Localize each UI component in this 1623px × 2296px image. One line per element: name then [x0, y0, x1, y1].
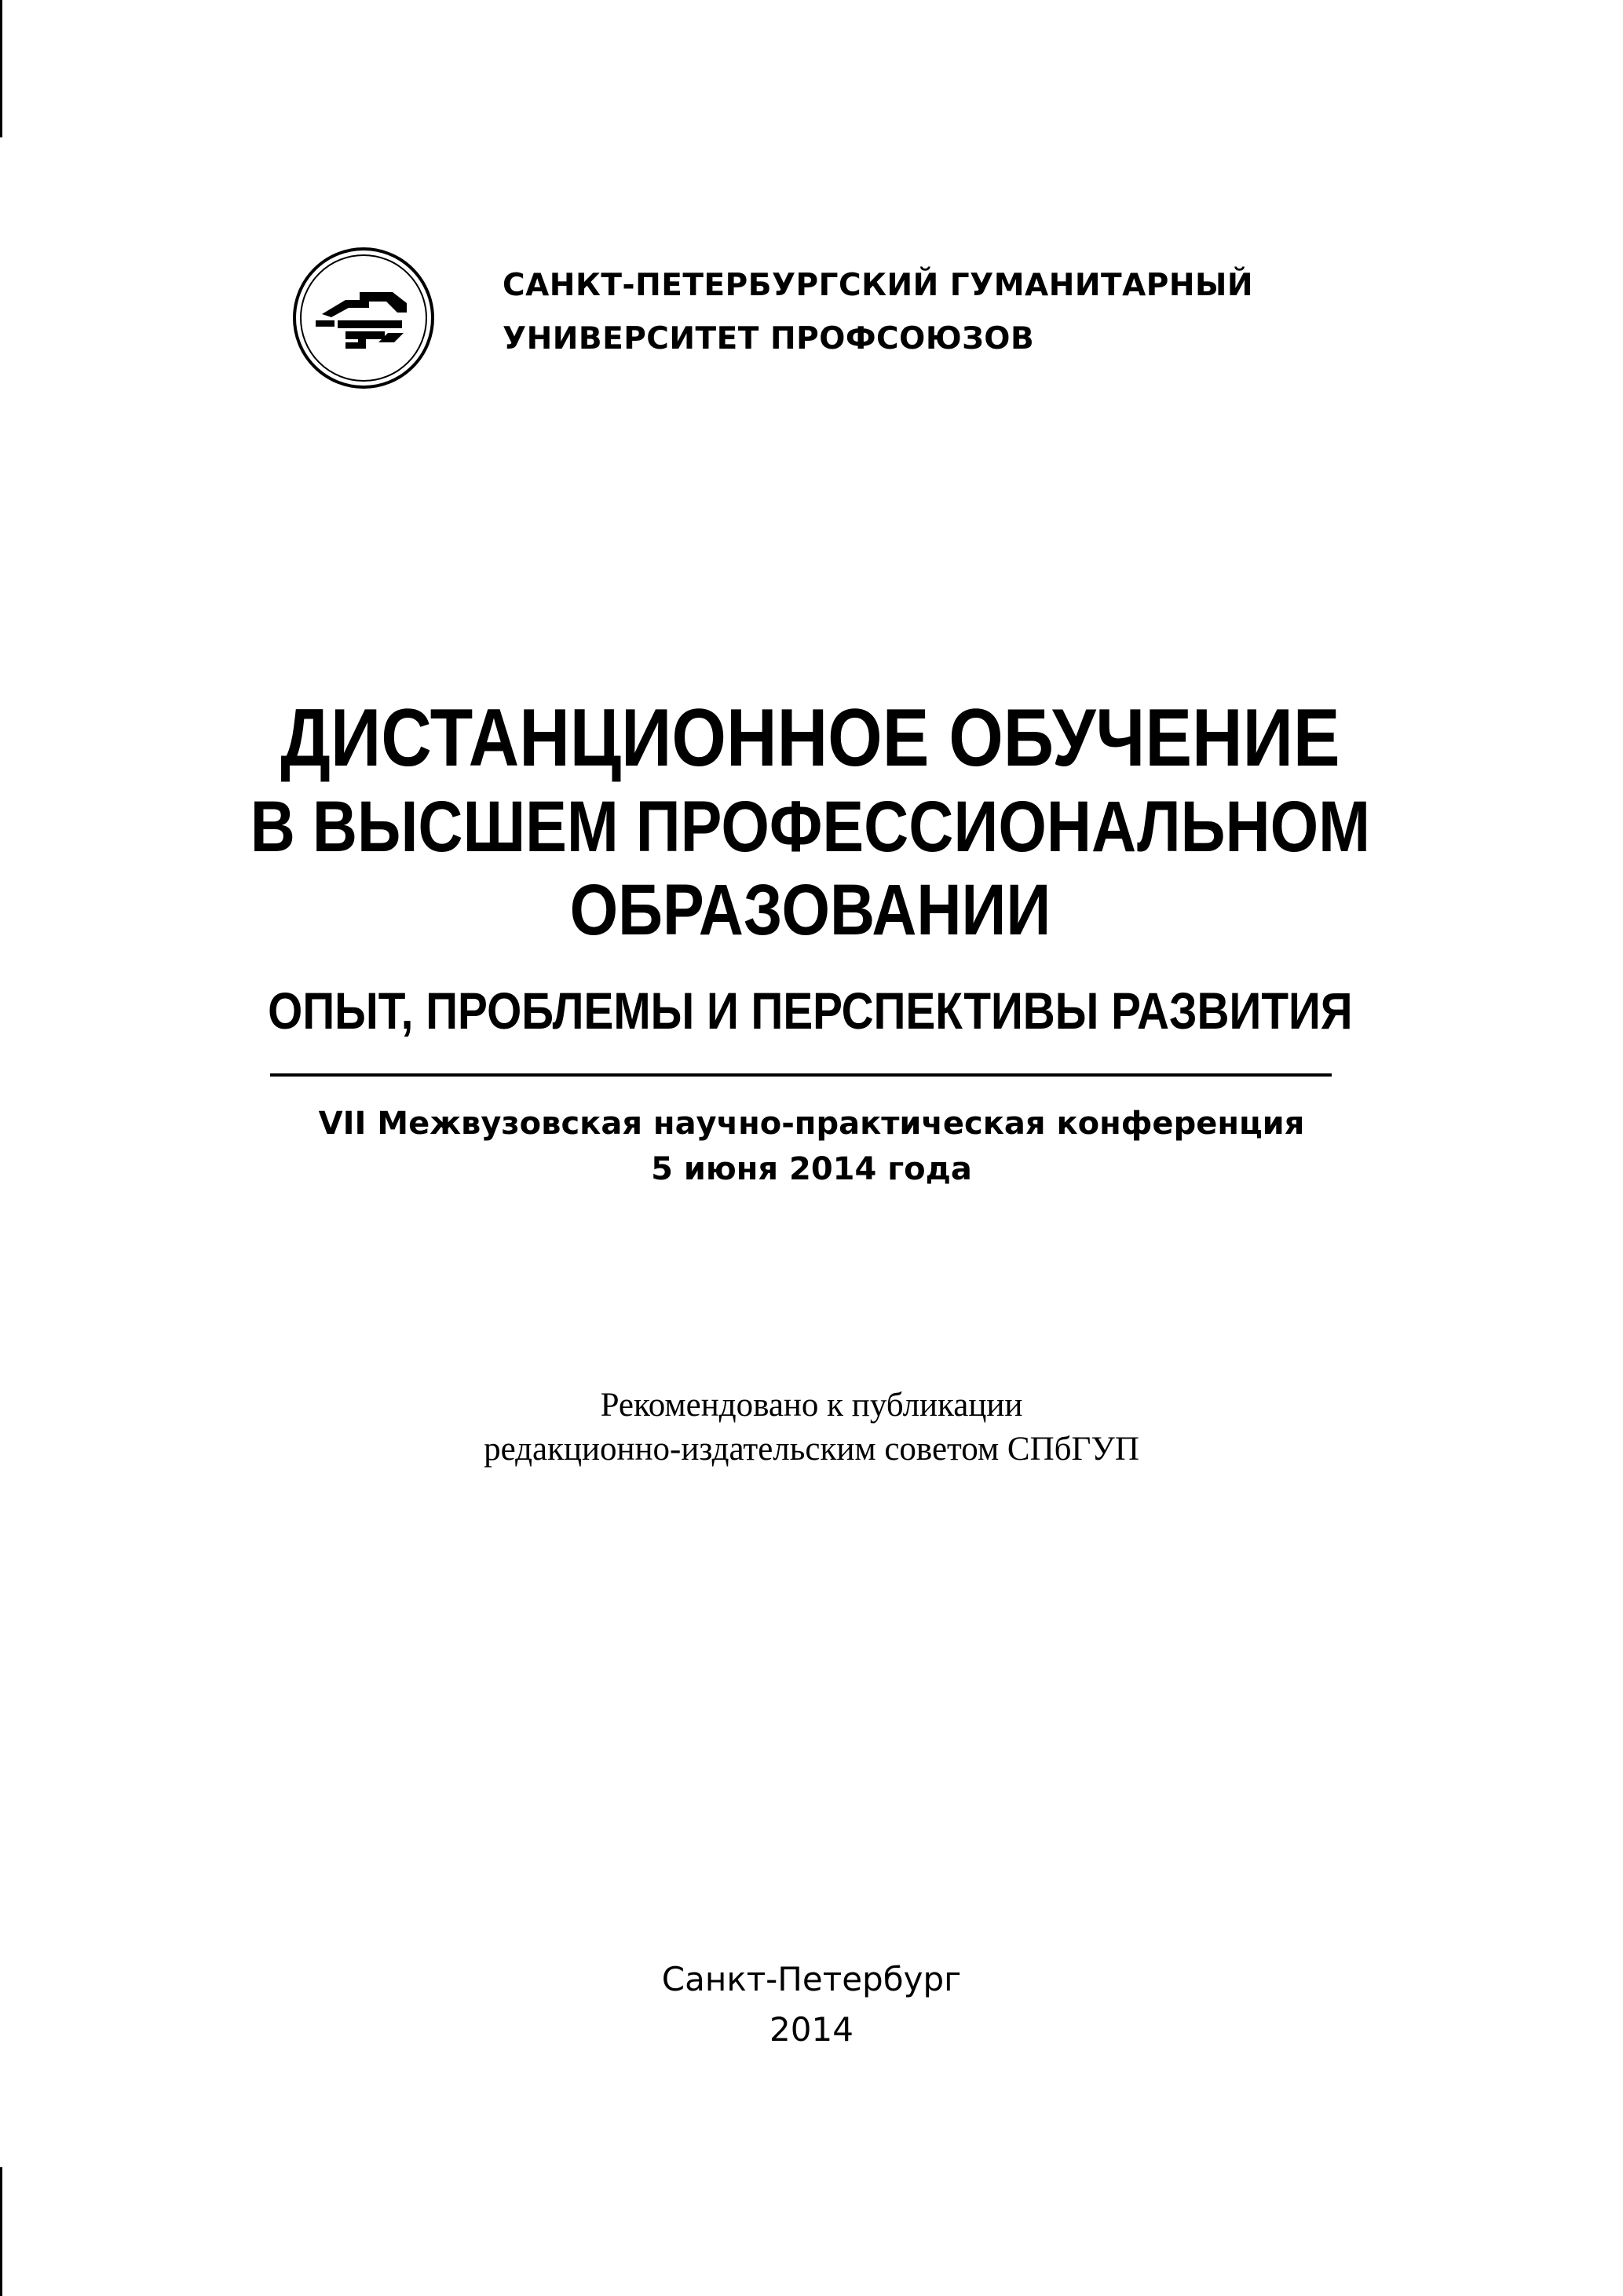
title-divider	[270, 1073, 1332, 1077]
university-name-line-1: САНКТ-ПЕТЕРБУРГСКИЙ ГУМАНИТАРНЫЙ	[503, 268, 1254, 303]
title-line-2: В ВЫСШЕМ ПРОФЕССИОНАЛЬНОМ	[250, 787, 1371, 867]
conference-name: VII Межвузовская научно-практическая конференция	[318, 1106, 1305, 1142]
page-edge-mark-top	[0, 0, 2, 137]
subtitle: ОПЫТ, ПРОБЛЕМЫ И ПЕРСПЕКТИВЫ РАЗВИТИЯ	[268, 982, 1353, 1040]
title-line-1: ДИСТАНЦИОННОЕ ОБУЧЕНИЕ	[280, 693, 1340, 784]
recommendation-line-2: редакционно-издательским советом СПбГУП	[484, 1431, 1139, 1468]
title-line-3: ОБРАЗОВАНИИ	[569, 870, 1051, 950]
conference-date: 5 июня 2014 года	[651, 1151, 972, 1187]
imprint-city: Санкт-Петербург	[661, 1960, 962, 1998]
page-edge-mark-bottom	[0, 2167, 2, 2296]
university-emblem-icon	[291, 245, 437, 391]
imprint-year: 2014	[769, 2010, 854, 2049]
university-name	[503, 259, 1253, 366]
recommendation-line-1: Рекомендовано к публикации	[600, 1387, 1023, 1424]
university-name-line-2: УНИВЕРСИТЕТ ПРОФСОЮЗОВ	[503, 321, 1035, 356]
